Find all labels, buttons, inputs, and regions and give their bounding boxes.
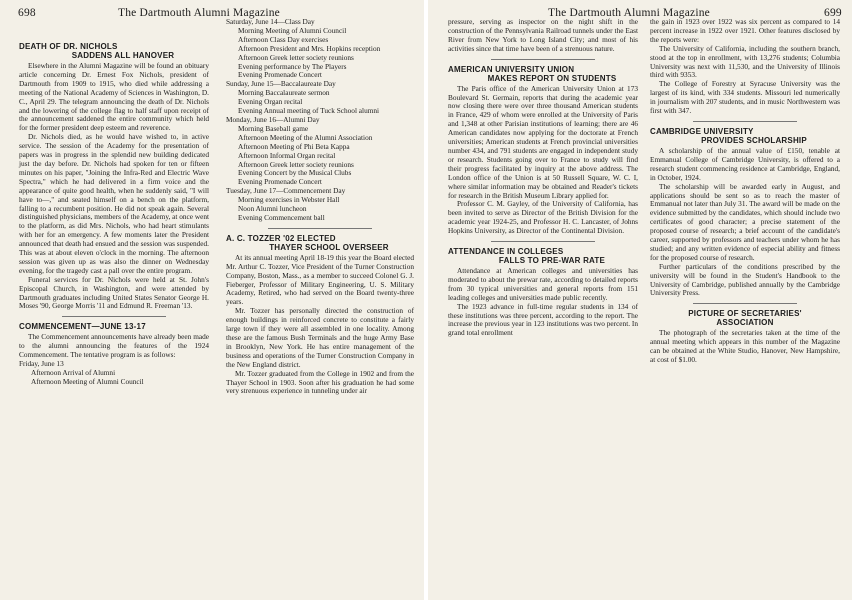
tozzer-article-title xyxy=(226,234,414,252)
left-column-2 xyxy=(226,18,414,396)
program-event: Afternoon Greek letter society reunions xyxy=(238,52,354,62)
attendance-paragraph-1: Attendance at American colleges and universities has moderated to about the prewar rate, according to detailed reports from 30 typical universities and general reports from 151 leading colleges and universities made public recently. xyxy=(448,266,638,302)
program-event: Noon Alumni luncheon xyxy=(238,204,307,214)
program-event: Evening Promenade Concert xyxy=(238,70,322,80)
right-column-1 xyxy=(448,18,638,338)
program-event: Morning exercises in Webster Hall xyxy=(238,195,340,205)
left-page xyxy=(0,0,424,600)
section-divider xyxy=(693,121,798,122)
program-event: Evening performance by The Players xyxy=(238,61,347,71)
attendance-title-line2: FALLS TO PRE-WAR RATE xyxy=(498,256,606,266)
program-day-friday: Friday, June 13 xyxy=(19,359,64,369)
program-event: Evening Concert by the Musical Clubs xyxy=(238,168,352,178)
tuesday-program xyxy=(226,187,414,223)
section-divider xyxy=(491,59,596,60)
friday-program xyxy=(19,360,209,387)
tozzer-title-line1: A. C. TOZZER '02 ELECTED xyxy=(226,233,336,243)
program-event: Evening Commencement ball xyxy=(238,212,325,222)
attendance-paragraph-2: The 1923 advance in full-time regular students in 134 of these institutions was three percent, according to the report. The increase the previous year in 123 institutions was two percent. In grand total enrollment xyxy=(448,301,638,338)
program-day-tuesday: Tuesday, June 17—Commencement Day xyxy=(226,186,346,196)
saturday-program xyxy=(226,18,414,80)
monday-program xyxy=(226,116,414,187)
commencement-title: COMMENCEMENT—JUNE 13-17 xyxy=(19,322,146,332)
left-column-1 xyxy=(19,42,209,387)
program-event: Afternoon Meeting of the Alumni Association xyxy=(238,132,373,142)
nichols-title-line1: DEATH OF DR. NICHOLS xyxy=(19,42,118,51)
nichols-article-title xyxy=(19,42,209,60)
nichols-title-line2: SADDENS ALL HANOVER xyxy=(71,51,175,60)
program-event: Afternoon Arrival of Alumni xyxy=(31,368,116,377)
right-column-2 xyxy=(650,18,840,365)
secretaries-article-title xyxy=(650,309,840,327)
union-title-line1: AMERICAN UNIVERSITY UNION xyxy=(448,64,575,74)
cambridge-title-line2: PROVIDES SCHOLARSHIP xyxy=(701,135,807,145)
union-paragraph-1: The Paris office of the American University Union at 173 Boulevard St. Germain, reports that during the academic year now closing there were over three thousand American students in France, 429 of whom were enrolled at the University of Paris and 1,348 at other Parisian institutions of learning; there are 46 American candidates now applying for the doctorate at French universities; American students at French provincial universities number 434, and 791 students are engaged in independent study or research. Students going over to France to study will find their progress facilitated by inquiry at the above address. The London office of the Union is at 50 Russell Square, W. C. I, where similar information may be obtained and Reader's tickets for research in the British Museum Library applied for. xyxy=(448,83,638,200)
cambridge-paragraph-3: Further particulars of the conditions prescribed by the university will be found in the Student's Handbook to the University of Cambridge, published annually by the Cambridge University Press. xyxy=(650,261,840,298)
cambridge-article-title xyxy=(650,127,840,145)
program-day-monday: Monday, June 16—Alumni Day xyxy=(226,114,320,124)
secretaries-paragraph: The photograph of the secretaries taken at the time of the annual meeting which appears in this number of the Magazine can be obtained at the White Studio, Hanover, New Hampshire, at cost of $1.00. xyxy=(650,328,840,365)
secretaries-title-line1: PICTURE OF SECRETARIES' xyxy=(688,309,802,319)
program-event: Afternoon Class Day exercises xyxy=(238,34,329,44)
tozzer-paragraph-1: At its annual meeting April 18-19 this year the Board elected Mr. Arthur C. Tozzer, Vice President of the Turner Construction Company, Boston, Mass., as a member to succeed Colonel G. J. Fieberger, Professor of Military Engineering, U. S. Military Academy, Retired, who had served on the Board twenty-three years. xyxy=(226,252,414,307)
program-event: Morning Baseball game xyxy=(238,123,309,133)
running-head-left: The Dartmouth Alumni Magazine xyxy=(118,7,280,19)
running-head-right: The Dartmouth Alumni Magazine xyxy=(548,7,710,19)
program-event: Morning Baccalaureate sermon xyxy=(238,88,330,98)
program-event: Morning Meeting of Alumni Council xyxy=(238,25,347,35)
cambridge-title-line1: CAMBRIDGE UNIVERSITY xyxy=(650,126,754,136)
program-event: Afternoon Meeting of Phi Beta Kappa xyxy=(238,141,350,151)
nichols-paragraph-2: Dr. Nichols died, as he would have wished to, in active service. The session of the Academy for the presentation of papers was in progress in the splendid new building dedicated just the day before. Dr. Nichols had spoken for ten or fifteen minutes on his paper, "Joining the Infra-Red and Electric Wave Spectra," which he had delivered in a firm voice and the appearance of quite good health, when he suddenly said, "I will have to—," and seated himself on a bench on the platform, falling to a recumbent position. He did not speak again. Several distinguished physicians, members of the Academy, at once went to the platform, as did Mrs. Nichols, who had heart stimulants with her for an emergency. A few moments later the President announced that death had ensued and the session was suspended. This was at about eleven o'clock in the morning. The afternoon session was given up as was also the dinner on Wednesday evening, for the tragedy cast a pall over the entire program. xyxy=(19,132,210,275)
right-page xyxy=(428,0,852,600)
sunday-program xyxy=(226,80,414,116)
union-paragraph-2: Professor C. M. Gayley, of the University of California, has been invited to serve as Director of the British Division for the academic year 1924-25, and Professor H. C. Lancaster, of Johns Hopkins University, as Director of the Continental Division. xyxy=(448,199,638,236)
program-event: Afternoon President and Mrs. Hopkins reception xyxy=(238,43,381,53)
section-divider xyxy=(491,241,596,242)
union-article-title xyxy=(448,65,638,83)
attendance-title-line1: ATTENDANCE IN COLLEGES xyxy=(448,247,564,257)
section-divider xyxy=(268,228,371,229)
program-event: Evening Annual meeting of Tuck School alumni xyxy=(238,106,380,116)
program-event: Evening Promenade Concert xyxy=(238,177,322,187)
attendance-continuation-3: The College of Forestry at Syracuse University was the largest of its kind, with 334 students. Missouri led numerically in journalism with 207 students, and in music Northwestern was first with 347. xyxy=(650,79,840,116)
tozzer-paragraph-2: Mr. Tozzer has personally directed the construction of enough buildings in reinforced concrete to constitute a fairly large town if they were all assembled in one locality. Among these are the famous Bush Terminals and the huge Army Base in Brooklyn, New York. He has entire management of the business and operations of the Turner Construction Company in the New England district. xyxy=(226,306,414,369)
section-divider xyxy=(693,303,798,304)
attendance-article-title xyxy=(448,247,638,265)
attendance-continuation-1: the gain in 1923 over 1922 was six percent as compared to 14 percent increase in 1922 over 1921. Other features disclosed by the reports were: xyxy=(650,17,840,44)
program-event: Afternoon Informal Organ recital xyxy=(238,150,336,160)
nichols-paragraph-3: Funeral services for Dr. Nichols were held at St. John's Episcopal Church, in Washington, and were attended by Dartmouth graduates including United States Senator George H. Moses '90, George Morris '11 and Edmund R. Freeman '13. xyxy=(19,274,209,311)
commencement-paragraph: The Commencement announcements have already been made to the alumni announcing the features of the 1924 Commencement. The tentative program is as follows: xyxy=(19,332,209,360)
attendance-continuation-2: The University of California, including the southern branch, stood at the top in enrollment, with 13,276 students; Columbia University was next with 11,530, and the University of Illinois third with 9353. xyxy=(650,43,840,80)
cambridge-paragraph-2: The scholarship will be awarded early in August, and applications should be sent so as to reach the master of Emmanual not later than July 31. The award will be made on the evidence submitted by the candidates, which should include two certificates of good character; a precise statement of the proposed course of research; a brief account of the candidate's career, supported by professors and teachers under whom he has studied; and any written evidence of especial ability and fitness for the proposed course of research. xyxy=(650,181,840,262)
page-number-left: 698 xyxy=(18,7,36,19)
tozzer-continuation: pressure, serving as inspector on the night shift in the construction of the Pennsylvania Railroad tunnels under the East River from New York to Long Island City; and most of his activities since that time have been of a strenuous nature. xyxy=(448,17,638,53)
cambridge-paragraph-1: A scholarship of the annual value of £150, tenable at Emmanual College of Cambridge University, is offered to a research student commencing residence at Cambridge, England, in October, 1924. xyxy=(650,145,840,182)
program-day-sunday: Sunday, June 15—Baccalaureate Day xyxy=(226,79,336,89)
tozzer-title-line2: THAYER SCHOOL OVERSEER xyxy=(269,242,389,252)
program-event: Afternoon Greek letter society reunions xyxy=(238,159,354,169)
program-day-saturday: Saturday, June 14—Class Day xyxy=(226,17,315,26)
nichols-paragraph-1: Elsewhere in the Alumni Magazine will be found an obituary article concerning Dr. Ernest Fox Nichols, president of Dartmouth from 1909 to 1915, who died while addressing a meeting of the National Academy of Sciences in Washington, D. C., April 29. The telegram announcing the death of Dr. Nichols and the lowering of the college flag to half staff upon receipt of the announcement saddened the entire community which held for the former president deep esteem and reverence. xyxy=(19,61,209,133)
program-event: Afternoon Meeting of Alumni Council xyxy=(31,376,144,386)
program-event: Evening Organ recital xyxy=(238,97,303,107)
section-divider xyxy=(62,316,167,317)
page-number-right: 699 xyxy=(824,7,842,19)
union-title-line2: MAKES REPORT ON STUDENTS xyxy=(487,73,617,83)
tozzer-paragraph-3: Mr. Tozzer graduated from the College in 1902 and from the Thayer School in 1903. Soon after his graduation he had some very strenuous experience in tunneling under air xyxy=(226,368,414,396)
secretaries-title-line2: ASSOCIATION xyxy=(716,318,774,328)
